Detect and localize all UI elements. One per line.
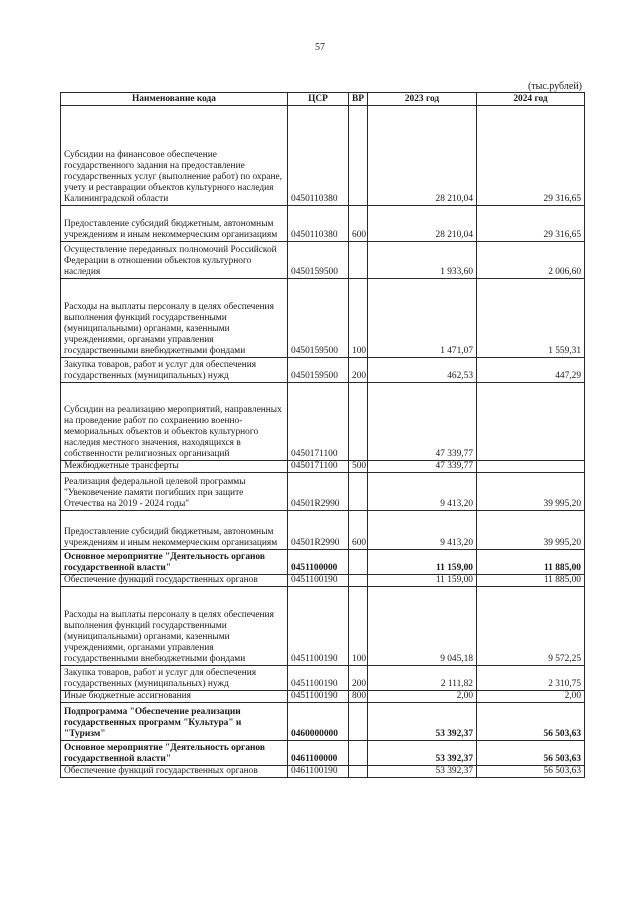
header-2024: 2024 год: [477, 93, 585, 106]
cell-2023: 2,00: [368, 691, 477, 703]
table-row: [61, 741, 585, 766]
cell-name: Предоставление субсидий бюджетным, автономным учреждениям и иным некоммерческим организациям: [61, 206, 288, 242]
cell-vr: 100: [349, 587, 368, 666]
cell-csr: 0450159500: [288, 242, 349, 279]
cell-vr: [349, 550, 368, 575]
cell-2023: 1 471,07: [368, 279, 477, 358]
cell-vr: 600: [349, 511, 368, 550]
cell-vr: [349, 473, 368, 511]
table-row: [61, 358, 585, 383]
cell-2023: 53 392,37: [368, 766, 477, 778]
cell-2024: 56 503,63: [477, 766, 585, 778]
cell-2024: 56 503,63: [477, 703, 585, 741]
table-row: [61, 550, 585, 575]
cell-name: Основное мероприятие "Деятельность органов государственной власти": [61, 550, 288, 575]
cell-csr: 0451100000: [288, 550, 349, 575]
cell-csr: 04501R2990: [288, 511, 349, 550]
cell-2024: 2 310,75: [477, 666, 585, 691]
cell-2024: 447,29: [477, 358, 585, 383]
table-row: [61, 703, 585, 741]
cell-name: Осуществление переданных полномочий Российской Федерации в отношении объектов культурного наследия: [61, 242, 288, 279]
cell-2024: 11 885,00: [477, 575, 585, 587]
cell-name: Иные бюджетные ассигнования: [61, 691, 288, 703]
table-row: [61, 461, 585, 473]
cell-2024: [477, 383, 585, 461]
cell-2023: 9 045,18: [368, 587, 477, 666]
cell-2024: 39 995,20: [477, 473, 585, 511]
table-row: [61, 666, 585, 691]
cell-name: Основное мероприятие "Деятельность органов государственной власти": [61, 741, 288, 766]
cell-vr: 500: [349, 461, 368, 473]
table-row: [61, 106, 585, 206]
cell-2024: 11 885,00: [477, 550, 585, 575]
cell-2023: 462,53: [368, 358, 477, 383]
cell-vr: [349, 741, 368, 766]
cell-name: Расходы на выплаты персоналу в целях обеспечения выполнения функций государственными (муниципальными) органами, казенными учреждениями, органами управления государственными внебюджетными фондами: [61, 279, 288, 358]
cell-csr: 0451100190: [288, 691, 349, 703]
cell-csr: 0450171100: [288, 461, 349, 473]
cell-vr: [349, 242, 368, 279]
cell-name: Закупка товаров, работ и услуг для обеспечения государственных (муниципальных) нужд: [61, 358, 288, 383]
table-row: [61, 206, 585, 242]
cell-2023: 9 413,20: [368, 473, 477, 511]
cell-csr: 0460000000: [288, 703, 349, 741]
table-row: [61, 473, 585, 511]
cell-name: Субсидии на реализацию мероприятий, направленных на проведение работ по сохранению военно-мемориальных объектов и объектов культурного наследия местного значения, находящихся в собственности религиозных организаций: [61, 383, 288, 461]
cell-vr: [349, 383, 368, 461]
cell-2023: 47 339,77: [368, 461, 477, 473]
page-number: 57: [315, 42, 325, 53]
cell-name: Подпрограмма "Обеспечение реализации государственных программ "Культура" и "Туризм": [61, 703, 288, 741]
table-row: [61, 279, 585, 358]
cell-csr: 0451100190: [288, 666, 349, 691]
cell-csr: 0450110380: [288, 206, 349, 242]
cell-vr: [349, 766, 368, 778]
cell-csr: 04501R2990: [288, 473, 349, 511]
cell-name: Закупка товаров, работ и услуг для обеспечения государственных (муниципальных) нужд: [61, 666, 288, 691]
cell-2024: 29 316,65: [477, 106, 585, 206]
table-row: [61, 691, 585, 703]
cell-name: Межбюджетные трансферты: [61, 461, 288, 473]
cell-2023: 11 159,00: [368, 575, 477, 587]
cell-vr: 100: [349, 279, 368, 358]
header-csr: ЦСР: [288, 93, 349, 106]
cell-vr: 800: [349, 691, 368, 703]
cell-csr: 0450110380: [288, 106, 349, 206]
cell-2024: 29 316,65: [477, 206, 585, 242]
cell-2023: 28 210,04: [368, 106, 477, 206]
header-row: [61, 93, 585, 106]
header-name: Наименование кода: [61, 93, 288, 106]
table-row: [61, 242, 585, 279]
cell-name: Обеспечение функций государственных органов: [61, 766, 288, 778]
table-row: [61, 766, 585, 778]
cell-2023: 47 339,77: [368, 383, 477, 461]
table-row: [61, 511, 585, 550]
cell-2023: 53 392,37: [368, 741, 477, 766]
budget-table: [60, 92, 585, 778]
cell-vr: [349, 703, 368, 741]
table-row: [61, 587, 585, 666]
cell-2023: 53 392,37: [368, 703, 477, 741]
cell-2023: 2 111,82: [368, 666, 477, 691]
cell-csr: 0450171100: [288, 383, 349, 461]
cell-2024: 39 995,20: [477, 511, 585, 550]
cell-2024: 2,00: [477, 691, 585, 703]
cell-vr: [349, 106, 368, 206]
cell-2023: 9 413,20: [368, 511, 477, 550]
cell-2023: 11 159,00: [368, 550, 477, 575]
header-2023: 2023 год: [368, 93, 477, 106]
cell-2024: 2 006,60: [477, 242, 585, 279]
cell-vr: 200: [349, 358, 368, 383]
header-vr: ВР: [349, 93, 368, 106]
cell-csr: 0461100000: [288, 741, 349, 766]
cell-csr: 0461100190: [288, 766, 349, 778]
cell-2024: 9 572,25: [477, 587, 585, 666]
units-label: (тыс.рублей): [527, 81, 582, 92]
cell-2024: [477, 461, 585, 473]
cell-csr: 0450159500: [288, 358, 349, 383]
cell-name: Обеспечение функций государственных органов: [61, 575, 288, 587]
cell-name: Предоставление субсидий бюджетным, автономным учреждениям и иным некоммерческим организациям: [61, 511, 288, 550]
cell-2024: 56 503,63: [477, 741, 585, 766]
cell-csr: 0451100190: [288, 575, 349, 587]
cell-vr: [349, 575, 368, 587]
cell-csr: 0450159500: [288, 279, 349, 358]
cell-2023: 28 210,04: [368, 206, 477, 242]
cell-name: Расходы на выплаты персоналу в целях обеспечения выполнения функций государственными (муниципальными) органами, казенными учреждениями, органами управления государственными внебюджетными фондами: [61, 587, 288, 666]
cell-name: Субсидии на финансовое обеспечение государственного задания на предоставление государственных услуг (выполнение работ) по охране, учету и реставрации объектов культурного наследия Калининградской области: [61, 106, 288, 206]
cell-csr: 0451100190: [288, 587, 349, 666]
cell-2023: 1 933,60: [368, 242, 477, 279]
cell-2024: 1 559,31: [477, 279, 585, 358]
table-row: [61, 575, 585, 587]
table-row: [61, 383, 585, 461]
cell-vr: 600: [349, 206, 368, 242]
cell-vr: 200: [349, 666, 368, 691]
cell-name: Реализация федеральной целевой программы "Увековечение памяти погибших при защите Отечества на 2019 - 2024 годы": [61, 473, 288, 511]
